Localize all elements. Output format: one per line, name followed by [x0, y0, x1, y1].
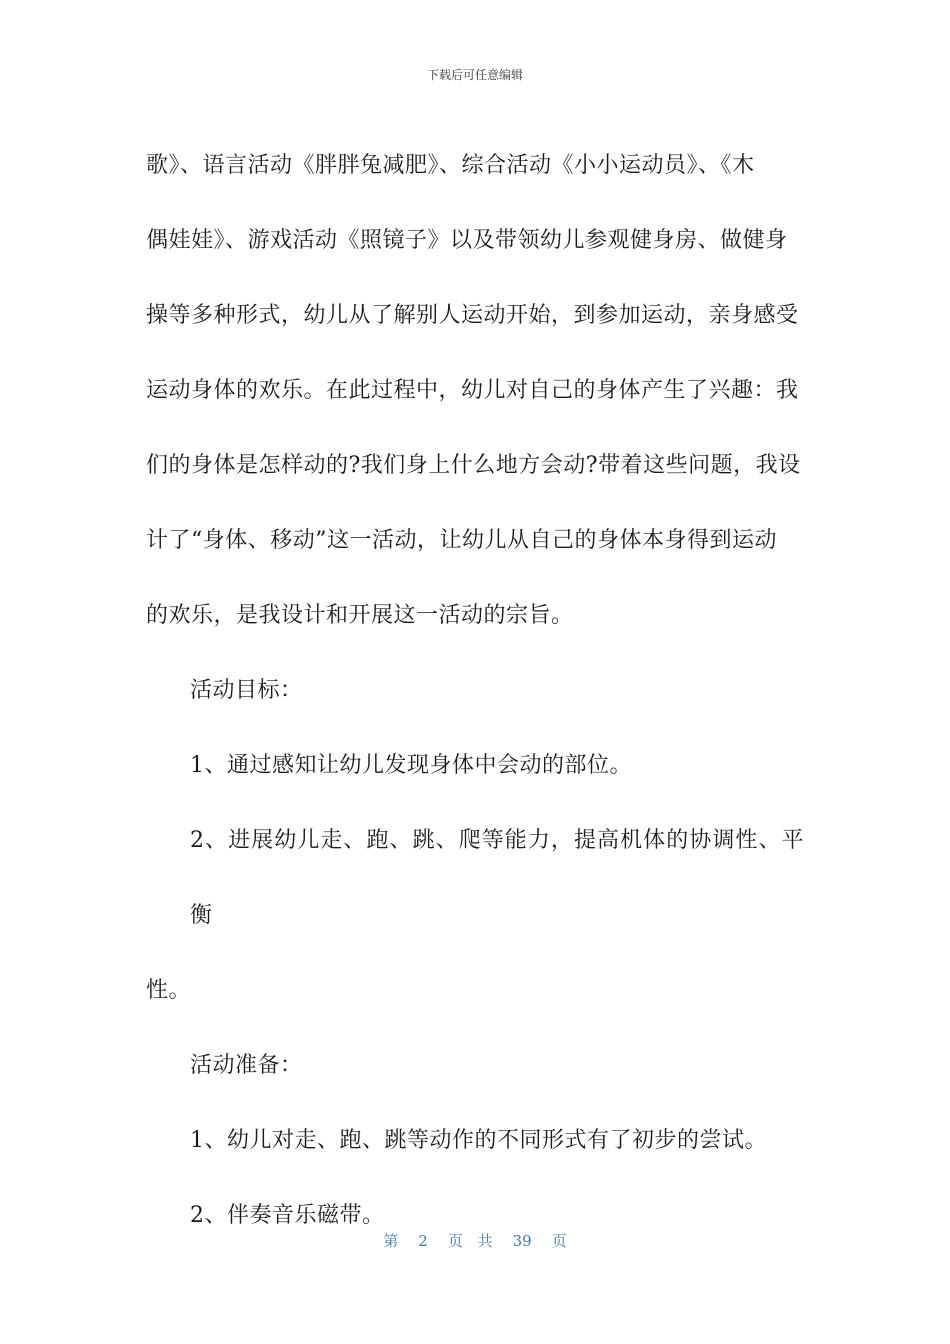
prep-heading: 活动准备： — [190, 1053, 303, 1078]
goal-item-2-line-1: 2、进展幼儿走、跑、跳、爬等能力，提高机体的协调性、平衡 — [190, 828, 804, 928]
footer-total-pages: 39 — [512, 1232, 532, 1250]
footer-middle: 页 共 — [447, 1232, 493, 1250]
body-line: 偶娃娃》、游戏活动《照镜子》以及带领幼儿参观健身房、做健身 — [146, 228, 788, 253]
footer-suffix: 页 — [551, 1232, 567, 1250]
body-line: 运动身体的欢乐。在此过程中，幼儿对自己的身体产生了兴趣：我 — [146, 378, 799, 403]
footer-page-number: 2 — [418, 1232, 428, 1250]
prep-item-1: 1、幼儿对走、跑、跳等动作的不同形式有了初步的尝试。 — [190, 1128, 767, 1153]
goal-item-1: 1、通过感知让幼儿发现身体中会动的部位。 — [190, 753, 632, 778]
prep-item-2: 2、伴奏音乐磁带。 — [190, 1203, 385, 1228]
body-line: 计了“身体、移动”这一活动，让幼儿从自己的身体本身得到运动 — [146, 528, 777, 553]
document-body — [146, 128, 804, 1253]
page-header: 下载后可任意编辑 — [426, 68, 523, 82]
footer-prefix: 第 — [383, 1232, 399, 1250]
page-footer — [0, 1230, 950, 1251]
body-line: 们的身体是怎样动的?我们身上什么地方会动?带着这些问题，我设 — [146, 453, 801, 478]
goals-heading: 活动目标： — [190, 678, 303, 703]
body-line: 的欢乐，是我设计和开展这一活动的宗旨。 — [146, 603, 574, 628]
body-line: 歌》、语言活动《胖胖兔减肥》、综合活动《小小运动员》、《木 — [146, 153, 755, 178]
body-line: 操等多种形式，幼儿从了解别人运动开始，到参加运动，亲身感受 — [146, 303, 799, 328]
goal-item-2-line-2: 性。 — [146, 978, 192, 1003]
